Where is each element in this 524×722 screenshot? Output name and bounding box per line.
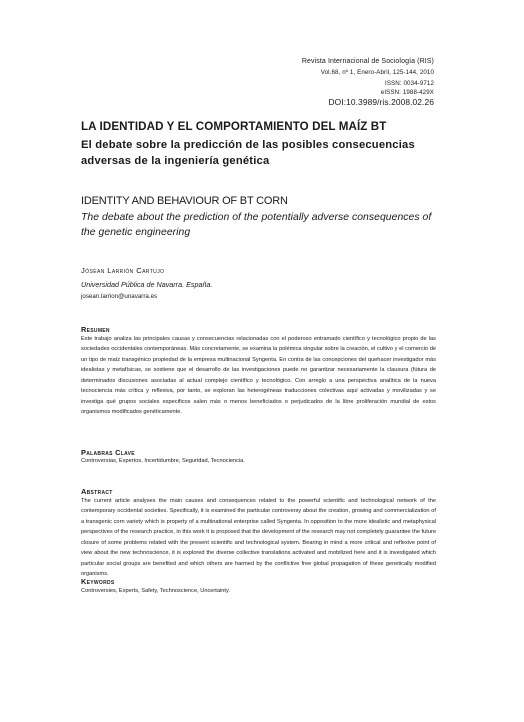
abstract-text: The current article analyses the main causes and consequences related to the powerful scientific and technological network of the contemporary occidental societies. Specifically, it is examined the particular controversy about the creation, growing and commercialization of a transgenic corn variety which is property of a multinational enterprise called Syngenta. In opposition to the more idealistic and metaphysical perspectives of the research practice, in this work it is proposed that the development of the research may not completely guarantee the future closure of some problems related with the present scientific and technological system. Bearing in mind a more critical and reflexive point of view about the new technoscience, it is explored the diverse collective translations activated and mobilized here and it is investigated which particular social groups are benefited and which others are harmed by the conflictive free global propagation of these genetically modified organisms. [81, 498, 436, 578]
journal-eissn: eISSN: 1988-429X [380, 89, 434, 96]
author-email: josean.larrion@unavarra.es [81, 293, 158, 300]
subtitle-english: The debate about the prediction of the potentially adverse consequences of the genetic engineering [81, 212, 432, 238]
palabras-clave-heading: Palabras Clave [81, 448, 135, 457]
journal-doi: DOI:10.3989/ris.2008.02.26 [328, 97, 434, 107]
title-spanish: LA IDENTIDAD Y EL COMPORTAMIENTO DEL MAÍZ BT [81, 120, 387, 133]
keywords-heading: Keywords [81, 577, 115, 586]
keywords-text: Controversies, Experts, Safety, Technoscience, Uncertainty. [81, 588, 230, 594]
resumen-text: Este trabajo analiza las principales causas y consecuencias relacionadas con el poderoso entramado científico y tecnológico propio de las sociedades occidentales contemporáneas. Más concretamente, se examina la polémica singular sobre la creación, el cultivo y el comercio de un tipo de maíz transgénico propiedad de la empresa multinacional Syngenta. En contra de las concepciones del quehacer investigador más idealistas y metafísicas, se sostiene que el desarrollo de las investigaciones puede no garantizar necesariamente la clausura (fútura de determinados discusiones asociadas al actual complejo científico y tecnológico. Con arreglo a una perspectiva analítica de la nueva tecnociencia más crítica y reflexiva, por tanto, se exploran las heterogéneas traducciones colectivas aquí activadas y movilizadas y se investiga qué grupos sociales especificos salen más o menos beneficiados o perjudicados de la libre proliferación mundial de estos organismos modificados genéticamente. [81, 336, 436, 416]
author-affiliation: Universidad Pública de Navarra. España. [81, 280, 213, 289]
subtitle-spanish: El debate sobre la predicción de las posibles consecuencias adversas de la ingeniería genética [81, 139, 415, 167]
author-name: Jósean Larrión Cartujo [81, 266, 165, 275]
journal-issn: ISSN: 0034-9712 [385, 80, 434, 87]
palabras-clave-text: Controversias, Expertos, Incertidumbre, Seguridad, Tecnociencia. [81, 458, 245, 464]
abstract-heading: Abstract [81, 487, 113, 496]
title-english: IDENTITY AND BEHAVIOUR OF BT CORN [81, 195, 288, 207]
journal-name: Revista Internacional de Sociología (RIS) [301, 58, 434, 65]
journal-volume: Vol.68, nº 1, Enero-Abril, 125-144, 2010 [320, 69, 434, 76]
resumen-heading: Resumen [81, 325, 110, 334]
